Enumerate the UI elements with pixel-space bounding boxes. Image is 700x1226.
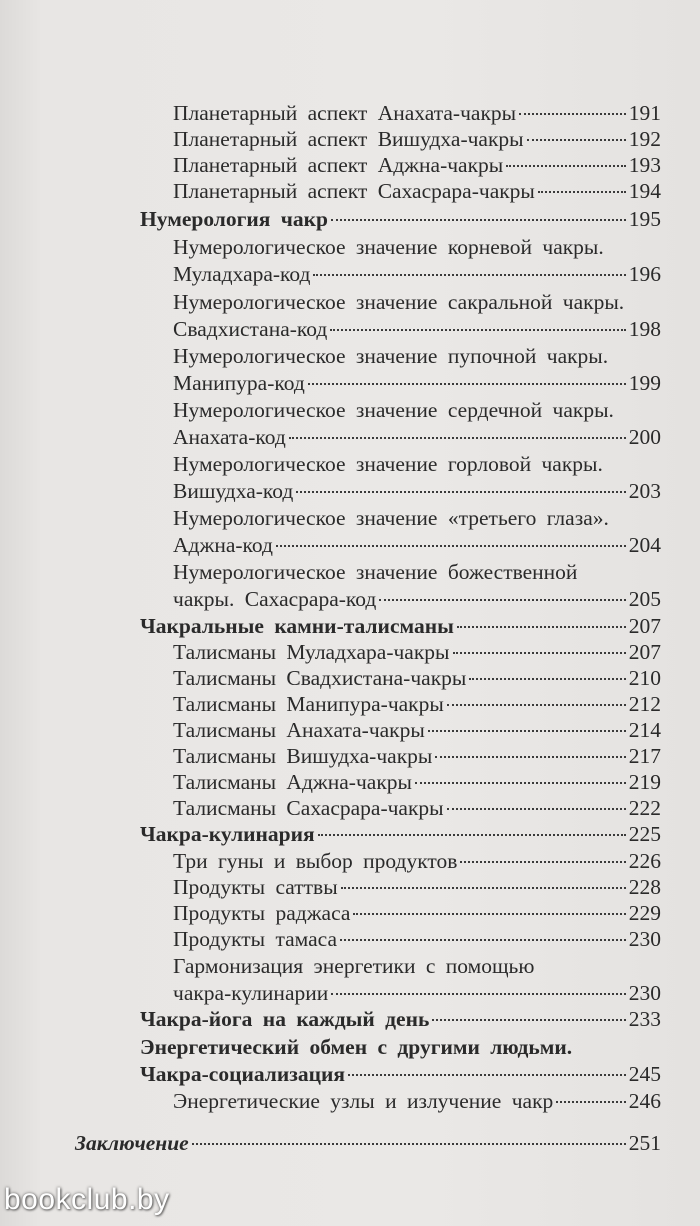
toc-entry-title: Талисманы Анахата-чакры xyxy=(173,718,425,742)
toc-entry-text: Гармонизация энергетики с помощью xyxy=(173,954,535,978)
toc-entry[interactable] xyxy=(173,370,661,397)
toc-page-number: 210 xyxy=(628,666,661,690)
toc-page-number: 203 xyxy=(628,479,661,503)
toc-entry[interactable] xyxy=(140,1061,661,1088)
toc-entry-title: Манипура-код xyxy=(173,371,305,395)
toc-entry-text: Нумерологическое значение божественной xyxy=(173,560,578,584)
toc-entry[interactable] xyxy=(173,586,661,613)
toc-entry[interactable] xyxy=(173,424,661,451)
toc-entry[interactable] xyxy=(173,261,661,288)
dot-leader xyxy=(457,626,626,628)
toc-entry[interactable] xyxy=(173,178,661,205)
toc-page-number: 229 xyxy=(628,901,661,925)
toc-entry-title: Чакра-кулинария xyxy=(140,822,315,846)
toc-entry-title: Талисманы Сахасрара-чакры xyxy=(173,796,444,820)
toc-entry[interactable] xyxy=(173,152,661,179)
dot-leader xyxy=(331,993,626,995)
toc-page-number: 230 xyxy=(628,981,661,1005)
toc-page-number: 195 xyxy=(628,207,661,231)
toc-entry-title: Планетарный аспект Анахата-чакры xyxy=(173,101,517,125)
dot-leader xyxy=(330,329,625,331)
toc-entry[interactable] xyxy=(173,478,661,505)
toc-page-number: 233 xyxy=(628,1007,661,1031)
toc-page-number: 212 xyxy=(628,692,661,716)
toc-entry[interactable] xyxy=(140,1006,661,1033)
toc-entry[interactable] xyxy=(173,795,661,822)
toc-entry-title: Продукты раджаса xyxy=(173,901,351,925)
toc-page-number: 228 xyxy=(628,875,661,899)
dot-leader xyxy=(506,165,626,167)
toc-page-number: 192 xyxy=(628,127,661,151)
toc-page-number: 230 xyxy=(628,927,661,951)
toc-entry-title: Аджна-код xyxy=(173,533,273,557)
dot-leader xyxy=(289,437,626,439)
toc-entry[interactable] xyxy=(173,100,661,127)
toc-entry[interactable] xyxy=(173,316,661,343)
dot-leader xyxy=(469,678,625,680)
toc-entry-title: Анахата-код xyxy=(173,425,286,449)
dot-leader xyxy=(331,219,626,221)
toc-entry-text: Энергетический обмен с другими людьми. xyxy=(140,1035,573,1059)
dot-leader xyxy=(353,913,625,915)
toc-entry-title: Талисманы Аджна-чакры xyxy=(173,770,412,794)
toc-page-number: 219 xyxy=(628,770,661,794)
toc-entry-text: Нумерологическое значение «третьего глаза». xyxy=(173,506,609,530)
toc-entry-text: Нумерологическое значение пупочной чакры. xyxy=(173,344,609,368)
toc-entry-text: Нумерологическое значение сакральной чакры. xyxy=(173,290,625,314)
dot-leader xyxy=(428,730,626,732)
toc-entry-title: Заключение xyxy=(75,1131,189,1155)
toc-page-number: 245 xyxy=(628,1062,661,1086)
toc-page-number: 214 xyxy=(628,718,661,742)
dot-leader xyxy=(432,1019,625,1021)
toc-entry[interactable] xyxy=(140,613,661,640)
toc-entry-title: Нумерология чакр xyxy=(140,207,328,231)
dot-leader xyxy=(341,887,626,889)
dot-leader xyxy=(276,545,626,547)
toc-entry[interactable] xyxy=(140,821,661,848)
toc-entry[interactable] xyxy=(173,874,661,901)
dot-leader xyxy=(447,808,626,810)
toc-page-number: 251 xyxy=(628,1131,661,1155)
toc-entry[interactable] xyxy=(173,639,661,666)
dot-leader xyxy=(453,652,626,654)
toc-entry-title: Талисманы Муладхара-чакры xyxy=(173,640,450,664)
toc-entry[interactable] xyxy=(173,743,661,770)
toc-page-number: 205 xyxy=(628,587,661,611)
toc-entry-title: Чакра-йога на каждый день xyxy=(140,1007,430,1031)
dot-leader xyxy=(519,113,626,115)
dot-leader xyxy=(379,599,625,601)
toc-entry-title: Муладхара-код xyxy=(173,262,311,286)
toc-page-number: 194 xyxy=(628,179,661,203)
toc-page-number: 199 xyxy=(628,371,661,395)
toc-entry[interactable] xyxy=(173,900,661,927)
toc-entry-title: Талисманы Манипура-чакры xyxy=(173,692,444,716)
toc-entry-title: чакра-кулинарии xyxy=(173,981,329,1005)
toc-page-number: 196 xyxy=(628,262,661,286)
toc-page-number: 207 xyxy=(628,614,661,638)
toc-entry-title: Свадхистана-код xyxy=(173,317,328,341)
toc-entry[interactable] xyxy=(173,665,661,692)
toc-entry-title: Планетарный аспект Аджна-чакры xyxy=(173,153,504,177)
toc-entry-title: Энергетические узлы и излучение чакр xyxy=(173,1089,554,1113)
dot-leader xyxy=(435,756,625,758)
dot-leader xyxy=(415,782,626,784)
toc-page-number: 204 xyxy=(628,533,661,557)
toc-entry[interactable] xyxy=(173,1088,661,1115)
dot-leader xyxy=(313,274,625,276)
toc-entry-title: Чакра-социализация xyxy=(140,1062,346,1086)
dot-leader xyxy=(460,861,625,863)
dot-leader xyxy=(318,834,626,836)
dot-leader xyxy=(538,191,626,193)
toc-entry-title: Три гуны и выбор продуктов xyxy=(173,849,458,873)
toc-entry-text: Нумерологическое значение горловой чакры. xyxy=(173,452,603,476)
toc-entry[interactable] xyxy=(140,206,661,233)
toc-entry[interactable] xyxy=(173,848,661,875)
toc-entry-title: Вишудха-код xyxy=(173,479,294,503)
toc-entry[interactable] xyxy=(173,126,661,153)
toc-page-number: 217 xyxy=(628,744,661,768)
dot-leader xyxy=(348,1074,626,1076)
dot-leader xyxy=(556,1101,625,1103)
toc-entry-title: Планетарный аспект Вишудха-чакры xyxy=(173,127,524,151)
toc-page-number: 193 xyxy=(628,153,661,177)
toc-entry-title: чакры. Сахасрара-код xyxy=(173,587,377,611)
toc-page-number: 200 xyxy=(628,425,661,449)
toc-entry-text: Нумерологическое значение корневой чакры. xyxy=(173,235,604,259)
toc-entry[interactable] xyxy=(173,691,661,718)
toc-page-number: 225 xyxy=(628,822,661,846)
toc-page-number: 246 xyxy=(628,1089,661,1113)
toc-page-number: 207 xyxy=(628,640,661,664)
toc-page-number: 198 xyxy=(628,317,661,341)
toc-entry-title: Планетарный аспект Сахасрара-чакры xyxy=(173,179,535,203)
toc-entry-text: Нумерологическое значение сердечной чакры. xyxy=(173,398,614,422)
dot-leader xyxy=(447,704,626,706)
toc-entry-title: Продукты тамаса xyxy=(173,927,338,951)
watermark: bookclub.by xyxy=(4,1183,170,1216)
toc-page-number: 191 xyxy=(628,101,661,125)
toc-entry[interactable] xyxy=(75,1130,661,1157)
dot-leader xyxy=(296,491,625,493)
toc-entry-title: Талисманы Свадхистана-чакры xyxy=(173,666,467,690)
toc-entry[interactable] xyxy=(173,769,661,796)
toc-page-number: 226 xyxy=(628,849,661,873)
toc-entry[interactable] xyxy=(173,980,661,1007)
toc-entry-title: Чакральные камни-талисманы xyxy=(140,614,454,638)
toc-entry[interactable] xyxy=(173,532,661,559)
dot-leader xyxy=(308,383,626,385)
toc-entry[interactable] xyxy=(173,926,661,953)
dot-leader xyxy=(527,139,626,141)
dot-leader xyxy=(340,939,626,941)
toc-entry-title: Талисманы Вишудха-чакры xyxy=(173,744,433,768)
dot-leader xyxy=(192,1143,626,1145)
toc-entry[interactable] xyxy=(173,717,661,744)
toc-page-number: 222 xyxy=(628,796,661,820)
toc-entry-title: Продукты саттвы xyxy=(173,875,338,899)
